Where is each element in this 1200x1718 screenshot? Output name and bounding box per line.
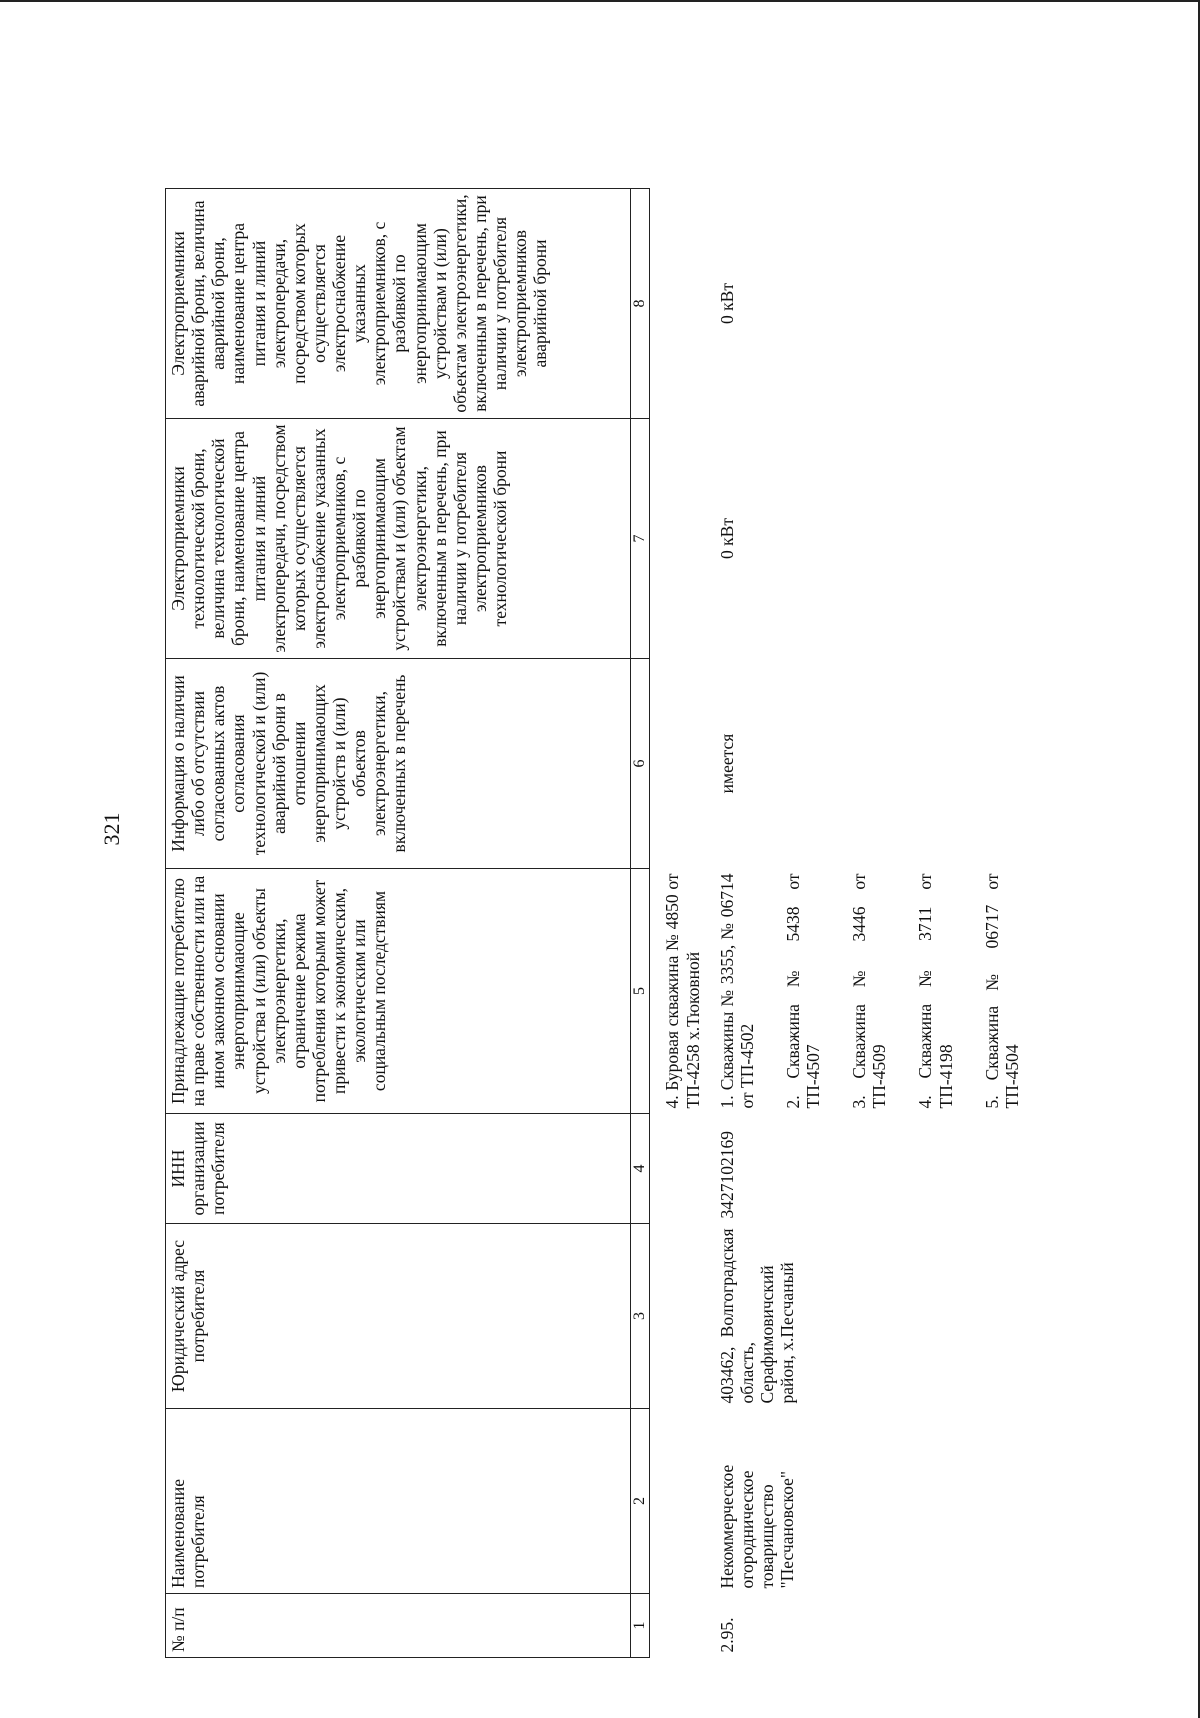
consumer-address: 403462, Волгоградская область, Серафимовичский район, х.Песчаный (716, 1228, 798, 1404)
object-item: 5. Скважина № 06717 от ТП-4504 (981, 873, 1022, 1109)
header-cell: Принадлежащие потребителю на праве собственности или на ином законном основании энергопринимающие устройства и (или) объекты электроэнергетики, ограничение режима потребления которыми может привести к экономическим, экологическим или социальным последствиям (166, 869, 631, 1114)
table-row (705, 189, 1050, 1658)
scan-edge-top (0, 0, 1200, 2)
emergency-reserve-value: 0 кВт (716, 283, 737, 324)
continued-object: 4. Буровая скважина № 4850 от ТП-4258 х.Тюковной (662, 873, 703, 1109)
consumer-inn: 3427102169 (716, 1131, 737, 1219)
consumer-table (165, 188, 1050, 1658)
column-number: 4 (631, 1114, 650, 1224)
column-number: 1 (631, 1594, 650, 1658)
rotated-page-content (165, 58, 1022, 1658)
acts-status: имеется (716, 733, 737, 794)
column-number: 8 (631, 189, 650, 419)
object-item: 1. Скважины № 3355, № 06714 от ТП-4502 (716, 873, 757, 1109)
header-cell: № п/п (166, 1594, 631, 1658)
column-number: 6 (631, 659, 650, 869)
header-cell: Электроприемники технологической брони, величина технологической брони, наименование центра питания и линий электропередачи, посредством которых осуществляется электроснабжение указанных электроприемников, с разбивкой по энергопринимающим устройствам и (или) объектам электроэнергетики, включенным в перечень, при наличии у потребителя электроприемников технологической брони (166, 419, 631, 659)
column-number: 3 (631, 1224, 650, 1409)
object-item: 4. Скважина № 3711 от ТП-4198 (915, 873, 956, 1109)
objects-cell (705, 869, 1050, 1114)
header-cell: Электроприемники аварийной брони, величина аварийной брони, наименование центра питания и линий электропередачи, посредством которых осуществляется электроснабжение указанных электроприемников, с разбивкой по энергопринимающим устройствам и (или) объектам электроэнергетики, включенным в перечень, при наличии у потребителя электроприемников аварийной брони (166, 189, 631, 419)
column-number-row (631, 189, 650, 1658)
object-item: 2. Скважина № 5438 от ТП-4507 (782, 873, 824, 1109)
header-cell: ИНН организации потребителя (166, 1114, 631, 1224)
tech-reserve-value: 0 кВт (716, 518, 737, 559)
header-row (166, 189, 631, 1658)
column-number: 2 (631, 1409, 650, 1594)
header-cell: Наименование потребителя (166, 1409, 631, 1594)
consumer-name: Некоммерческое огородническое товарищество "Песчановское" (716, 1464, 798, 1589)
page-number: 321 (99, 812, 124, 846)
column-number: 5 (631, 869, 650, 1114)
header-cell: Юридический адрес потребителя (166, 1224, 631, 1409)
header-cell: Информация о наличии либо об отсутствии согласованных актов согласования технологической и (или) аварийной брони в отношении энергопринимающих устройств и (или) объектов электроэнергетики, включенных в перечень (166, 659, 631, 869)
column-number: 7 (631, 419, 650, 659)
object-item: 3. Скважина № 3446 от ТП-4509 (849, 873, 890, 1109)
row-number: 2.95. (716, 1617, 737, 1653)
continued-row (650, 189, 705, 1658)
